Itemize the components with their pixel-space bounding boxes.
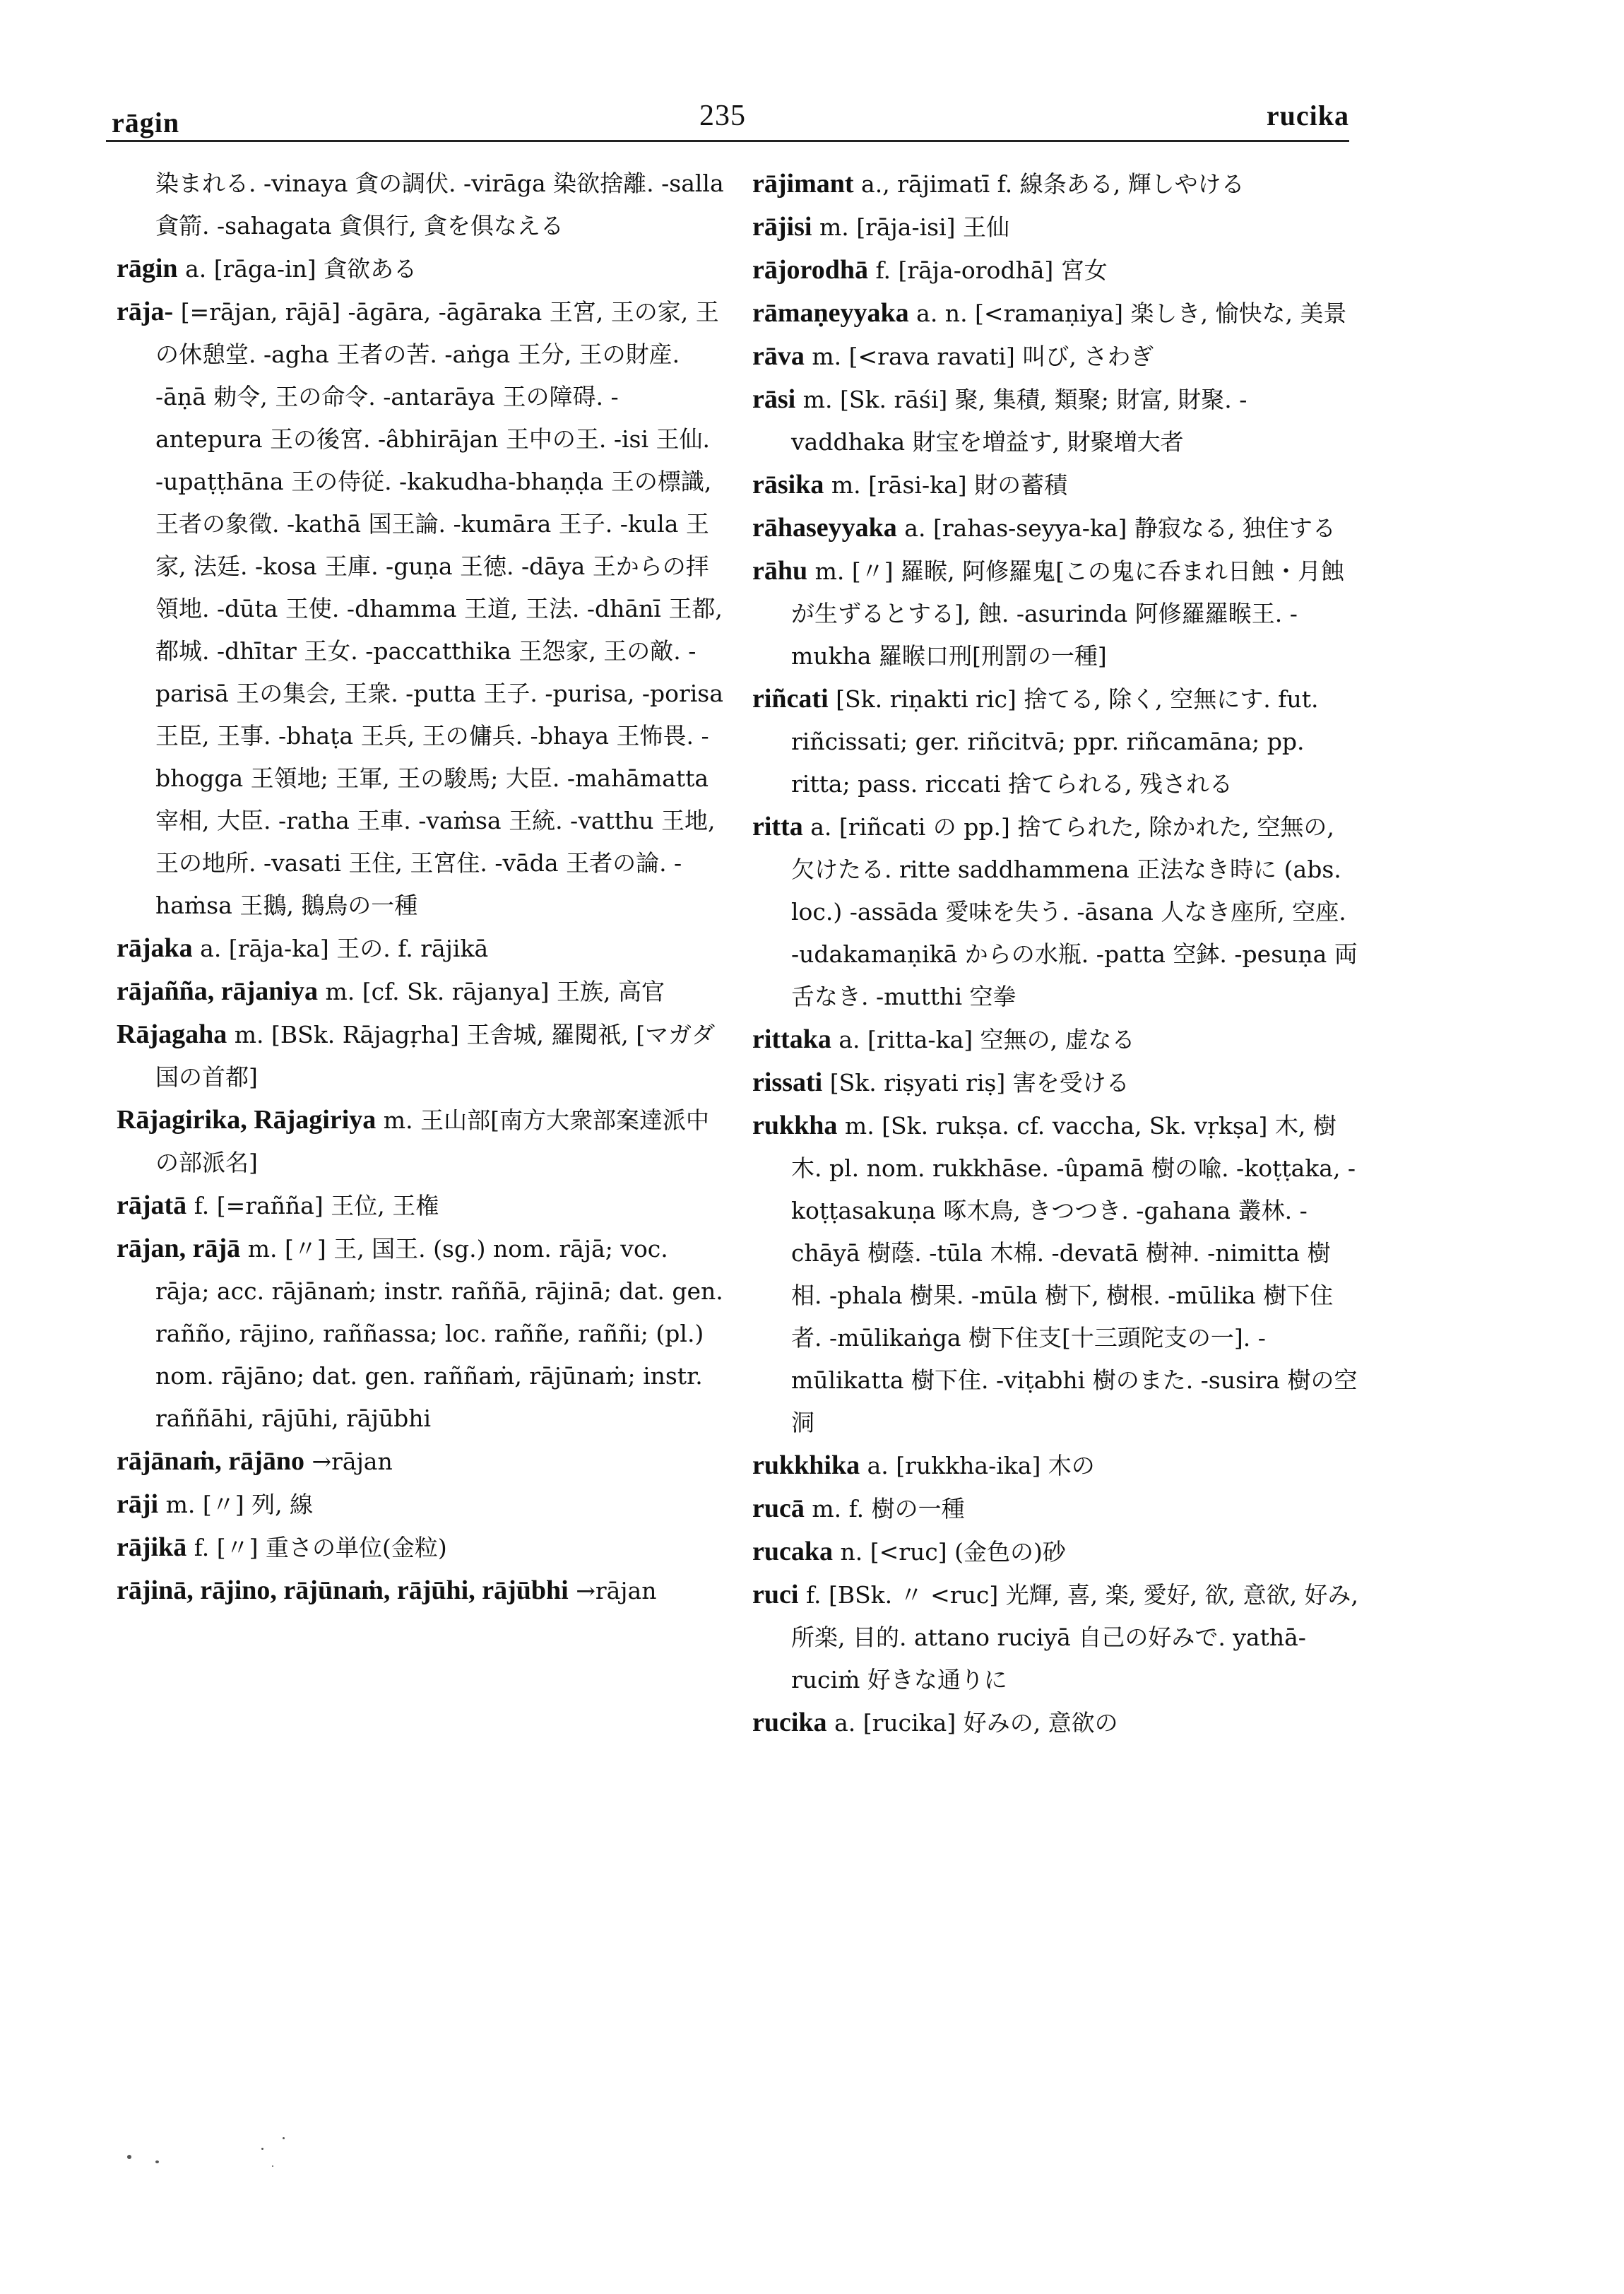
entry-definition: m. [<rava ravati] 叫び, さわぎ [812,343,1154,370]
entry-headword: riñcati [752,684,829,714]
entry-headword: rājatā [117,1190,187,1220]
dictionary-entry [752,507,1360,550]
dictionary-entry [752,463,1360,507]
entry-headword: rāja- [117,297,174,326]
entry-headword: rājañña, rājaniya [117,976,318,1006]
dictionary-entry [752,335,1360,378]
dictionary-entry [117,1483,724,1526]
entry-headword: rukkha [752,1111,838,1140]
dictionary-entry [752,162,1360,206]
dictionary-entry [117,1184,724,1227]
dictionary-entry [752,378,1360,463]
entry-headword: ruci [752,1580,799,1609]
entry-headword: rājikā [117,1532,187,1562]
entry-definition: f. [rāja-orodhā] 宮女 [875,256,1108,284]
entry-definition: 染まれる. -vinaya 貪の調伏. -virāga 染欲捨離. -salla 貪箭. -sahagata 貪俱行, 貪を俱なえる [155,170,724,240]
entry-definition: [Sk. riṇakti ric] 捨てる, 除く, 空無にす. fut. riñcissati; ger. riñcitvā; ppr. riñcamāna; pp. ritta; pass. riccati 捨てられる, 残される [791,685,1319,798]
entry-headword: rāsika [752,470,824,499]
dictionary-entry [117,1526,724,1569]
dictionary-entry [752,249,1360,292]
entry-definition: m. [cf. Sk. rājanya] 王族, 高官 [325,978,665,1005]
entry-definition: m. f. 樹の一種 [812,1495,965,1523]
entry-definition: a. [riñcati の pp.] 捨てられた, 除かれた, 空無の, 欠けたる. ritte saddhammena 正法なき時に (abs. loc.) -assāda 愛味を失う. -āsana 人なき座所, 空座. -udakamaṇikā からの水瓶. -patta 空鉢. -pesuṇa 両舌なき. -mutthi 空拳 [791,813,1358,1010]
entry-definition: m. [rāja-isi] 王仙 [819,213,1009,241]
dictionary-entry [117,1099,724,1184]
dictionary-entry [752,1487,1360,1530]
entry-headword: rucā [752,1494,805,1523]
dictionary-entry [752,1573,1360,1701]
right-guide-word: rucika [1266,100,1349,131]
entry-headword: rucika [752,1708,827,1737]
entry-definition: f. [BSk. 〃 <ruc] 光輝, 喜, 楽, 愛好, 欲, 意欲, 好み, 所楽, 目的. attano ruciyā 自己の好みで. yathā-ruciṁ 好きな通りに [791,1581,1359,1693]
entry-headword: rāva [752,341,805,371]
entry-headword: rāgin [117,254,178,283]
dictionary-entry [752,1018,1360,1061]
dictionary-entry [752,805,1360,1018]
entry-definition: a. [rāga-in] 貪欲ある [185,255,417,283]
entry-headword: ritta [752,812,803,841]
entry-headword: rājisi [752,212,812,242]
dictionary-entry [117,162,724,247]
entry-definition: a., rājimatī f. 線条ある, 輝しやける [861,170,1245,198]
right-column [752,162,1360,1744]
entry-definition: →rājan [576,1577,657,1604]
entry-headword: rājan, rājā [117,1234,241,1263]
entry-definition: →rājan [312,1448,393,1475]
entry-headword: rājinā, rājino, rājūnaṁ, rājūhi, rājūbhi [117,1575,569,1605]
dictionary-entry [752,206,1360,249]
dictionary-entry [752,550,1360,678]
entry-headword: Rājagirika, Rājagiriya [117,1105,377,1135]
dictionary-entry [752,1104,1360,1444]
entry-headword: rāsi [752,384,796,414]
entry-definition: a. [rukkha-ika] 木の [867,1452,1095,1479]
entry-headword: rājorodhā [752,255,868,285]
entry-definition: f. [=rañña] 王位, 王権 [194,1192,439,1219]
entry-headword: Rājagaha [117,1019,227,1049]
entry-definition: f. [〃] 重さの単位(金粒) [194,1534,447,1561]
dictionary-entry [117,1440,724,1483]
dictionary-entry [117,290,724,927]
entry-definition: m. [〃] 羅睺, 阿修羅鬼[この鬼に呑まれ日蝕・月蝕が生ずるとする], 蝕. -asurinda 阿修羅羅睺王. -mukha 羅睺口刑[刑罰の一種] [791,557,1345,670]
entry-definition: m. [rāsi-ka] 財の蓄積 [831,471,1068,499]
dictionary-entry [117,927,724,970]
entry-headword: rāmaṇeyyaka [752,298,909,328]
entry-definition: a. [ritta-ka] 空無の, 虚なる [838,1026,1135,1053]
dictionary-entry [117,1569,724,1612]
page-number: 235 [699,100,746,132]
dictionary-entry [752,1061,1360,1104]
left-guide-word: rāgin [112,107,180,138]
entry-headword: rāhu [752,556,808,586]
dictionary-entry [117,1013,724,1099]
entry-headword: rucaka [752,1537,833,1566]
entry-definition: [Sk. riṣyati riṣ] 害を受ける [829,1069,1130,1096]
dictionary-entry [117,247,724,290]
dictionary-entry [752,1530,1360,1573]
entry-definition: a. [rāja-ka] 王の. f. rājikā [200,935,489,962]
dictionary-entry [752,678,1360,805]
entry-headword: rittaka [752,1024,831,1054]
entry-definition: [=rājan, rājā] -āgāra, -āgāraka 王宮, 王の家, 王の休憩堂. -agha 王者の苦. -aṅga 王分, 王の財産. -āṇā 勅令, 王の命令. -antarāya 王の障碍. -antepura 王の後宮. -âbhirājan 王中の王. -isi 王仙. -upaṭṭhāna 王の侍従. -kakudha-bhaṇḍa 王の標識, 王者の象徵. -kathā 国王論. -kumāra 王子. -kula 王家, 法廷. -kosa 王庫. -guṇa 王徳. -dāya 王からの拝領地. -dūta 王使. -dhamma 王道, 王法. -dhānī 王都, 都城. -dhītar 王女. -paccatthika 王怨家, 王の敵. -parisā 王の集会, 王衆. -putta 王子. -purisa, -porisa 王臣, 王事. -bhaṭa 王兵, 王の傭兵. -bhaya 王怖畏. -bhogga 王領地; 王軍, 王の駿馬; 大臣. -mahāmatta 宰相, 大臣. -ratha 王車. -vaṁsa 王統. -vatthu 王地, 王の地所. -vasati 王住, 王宮住. -vāda 王者の論. -haṁsa 王鵝, 鵝鳥の一種 [155,298,723,919]
entry-headword: rissati [752,1068,823,1097]
dictionary-entry [117,1227,724,1440]
header-rule [106,140,1349,142]
entry-definition: m. [〃] 王, 国王. (sg.) nom. rājā; voc. rāja; acc. rājānaṁ; instr. raññā, rājinā; dat. gen. rañño, rājino, raññassa; loc. raññe, raññi; (pl.) nom. rājāno; dat. gen. raññaṁ, rājūnaṁ; instr. raññāhi, rājūhi, rājūbhi [155,1235,723,1432]
entry-headword: rājānaṁ, rājāno [117,1446,304,1476]
entry-headword: rājaka [117,933,193,963]
dictionary-entry [752,1701,1360,1744]
dictionary-entry [752,292,1360,335]
entry-headword: rāhaseyyaka [752,513,897,543]
entry-definition: m. 王山部[南方大衆部案達派中の部派名] [155,1106,709,1176]
dictionary-entry [752,1444,1360,1487]
entry-headword: rāji [117,1489,159,1519]
scan-artifact [120,2134,346,2218]
dictionary-entry [117,970,724,1013]
entry-headword: rukkhika [752,1450,860,1480]
left-column [117,162,724,1612]
entry-definition: m. [BSk. Rājagṛha] 王舎城, 羅閱祇, [マガダ国の首都] [155,1021,716,1091]
entry-definition: a. [rucika] 好みの, 意欲の [834,1709,1118,1737]
entry-definition: a. n. [<ramaṇiya] 楽しき, 愉快な, 美景 [916,300,1347,327]
entry-definition: m. [Sk. rukṣa. cf. vaccha, Sk. vṛkṣa] 木, 樹木. pl. nom. rukkhāse. -ûpamā 樹の喩. -koṭṭaka, -koṭṭasakuṇa 啄木鳥, きつつき. -gahana 叢林. -chāyā 樹蔭. -tūla 木棉. -devatā 樹神. -nimitta 樹相. -phala 樹果. -mūla 樹下, 樹根. -mūlika 樹下住者. -mūlikaṅga 樹下住支[十三頭陀支の一]. -mūlikatta 樹下住. -viṭabhi 樹のまた. -susira 樹の空洞 [791,1112,1358,1436]
entry-definition: m. [Sk. rāśi] 聚, 集積, 類聚; 財富, 財聚. -vaddhaka 財宝を増益す, 財聚増大者 [791,386,1247,456]
entry-definition: a. [rahas-seyya-ka] 静寂なる, 独住する [904,514,1336,542]
entry-headword: rājimant [752,169,854,199]
entry-definition: m. [〃] 列, 線 [165,1491,314,1518]
entry-definition: n. [<ruc] (金色の)砂 [840,1538,1066,1566]
